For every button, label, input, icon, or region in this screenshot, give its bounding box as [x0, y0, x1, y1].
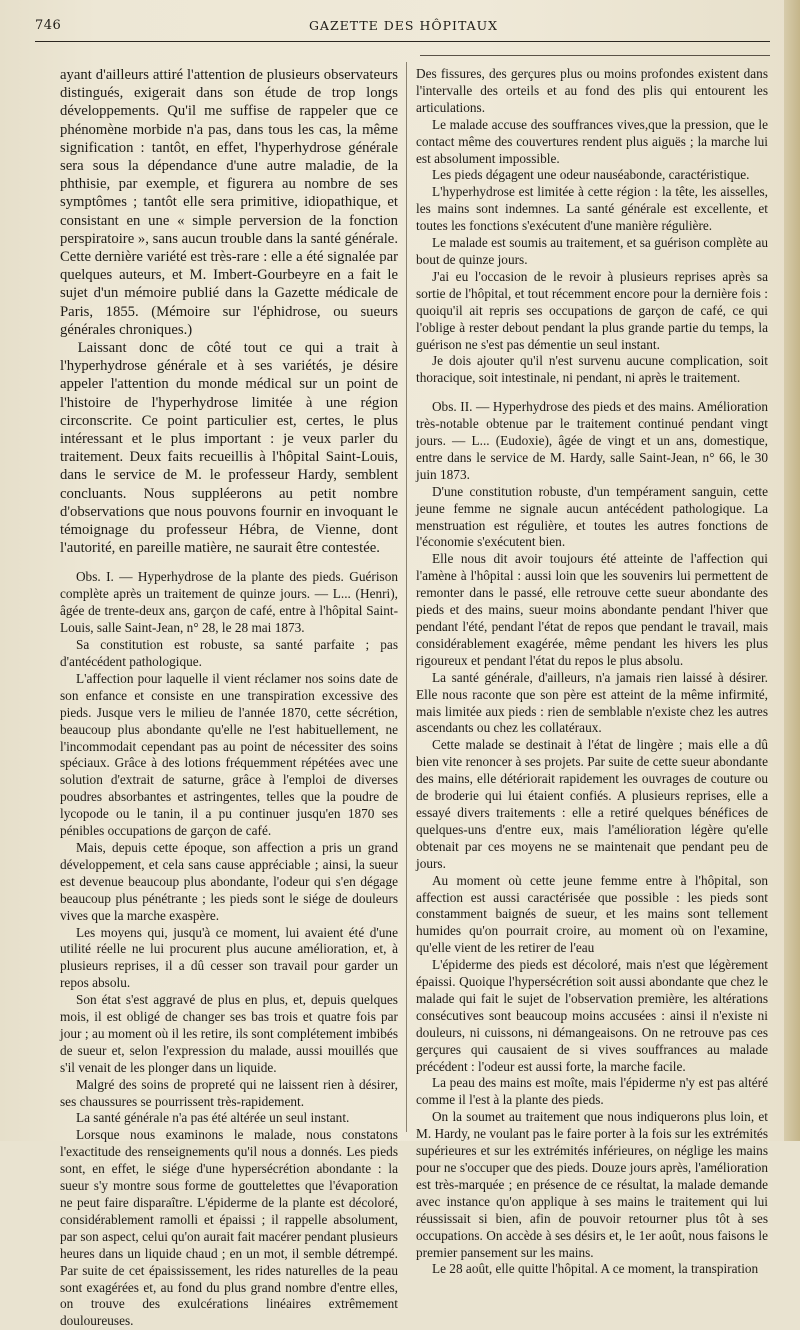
paragraph: Malgré des soins de propreté qui ne laissent rien à désirer, ses chaussures se pourrissent très-rapidement. [60, 1076, 398, 1109]
paragraph: Les moyens qui, jusqu'à ce moment, lui avaient été d'une utilité réelle ne lui procurent plus aucune amélioration, et, à plusieurs reprises, il a dû cesser son travail pour garder un repos absolu. [60, 924, 398, 991]
paragraph: Lorsque nous examinons le malade, nous constatons l'exactitude des renseignements qu'il nous a donnés. Les pieds sont, en effet, le siége d'une hypersécrétion abondante : la sueur s'y montre sous forme de gouttelettes que l'évaporation ne peut faire disparaître. L'épiderme de la plante est décoloré, considérablement ramolli et épaissi ; il rappelle absolument, par son aspect, celui qu'on aurait fait macérer pendant plusieurs heures dans un liquide chaud ; en un mot, il semble détrempé. Par suite de cet épaississement, les rides naturelles de la peau sont exagérées et, au fond du plus grand nombre d'entre elles, on trouve des exulcérations linéaires extrêmement douloureuses. [60, 1127, 398, 1329]
paragraph: Je dois ajouter qu'il n'est survenu aucune complication, soit thoracique, soit intestinale, ni pendant, ni après le traitement. [416, 353, 768, 386]
page-number: 746 [35, 18, 62, 33]
paragraph: Au moment où cette jeune femme entre à l'hôpital, son affection est aussi caractérisée que possible : les pieds sont constamment baignés de sueur, et les mains sont tellement humides qu'on pourrait croire, au moment où on l'examine, qu'elle vient de les retirer de l'eau [416, 872, 768, 956]
paragraph: L'hyperhydrose est limitée à cette région : la tête, les aisselles, les mains sont indemnes. La santé générale est excellente, et toutes les fonctions s'exécutent d'une manière régulière. [416, 184, 768, 234]
paragraph: Obs. II. — Hyperhydrose des pieds et des mains. Amélioration très-notable obtenue par le traitement continué pendant vingt jours. — L... (Eudoxie), âgée de vingt et un ans, domestique, entre dans le service de M. Hardy, salle Saint-Jean, n° 66, le 30 juin 1873. [416, 399, 768, 482]
paragraph: Son état s'est aggravé de plus en plus, et, depuis quelques mois, il est obligé de changer ses bas trois et quatre fois par jour ; au moment où il les retire, ils sont complétement imbibés de sueur et, selon l'expression du malade, aussi mouillés que s'il venait de les plonger dans un liquide. [60, 992, 398, 1075]
paragraph: Des fissures, des gerçures plus ou moins profondes existent dans l'intervalle des orteils et au fond des plis qui entourent les articulations. [416, 66, 768, 115]
page-header [35, 18, 772, 42]
paragraph: Le malade accuse des souffrances vives,que la pression, que le contact même des couvertures rendent plus aiguës ; la marche lui est absolument impossible. [416, 116, 768, 166]
paragraph: Sa constitution est robuste, sa santé parfaite ; pas d'antécédent pathologique. [60, 637, 398, 670]
header-rule [35, 41, 770, 42]
left-column [60, 66, 398, 1329]
section-gap [416, 387, 768, 399]
paragraph: Elle nous dit avoir toujours été atteinte de l'affection qui l'amène à l'hôpital : aussi loin que les souvenirs lui permettent de remonter dans le passé, elle retrouve cette sueur abondante des pieds et des mains, sueur moins abondante pendant l'hiver que pendant l'été, pendant l'état de repos que pendant le travail, mais considérablement exagérée, même pendant les hivers les plus rigoureux et pendant l'état du repos le plus absolu. [416, 551, 768, 668]
paragraph: L'affection pour laquelle il vient réclamer nos soins date de son enfance et consiste en une transpiration excessive des pieds. Jusque vers le milieu de l'année 1870, cette sécrétion, beaucoup plus abondante qu'elle ne l'est habituellement, ne l'incommodait cependant pas au point de nécessiter des soins spéciaux. Grâce à des lotions fréquemment répétées avec une solution d'extrait de saturne, grâce à l'emploi de diverses poudres absorbantes et astringentes, telles que la poudre de lycopode ou le tanin, il a pu continuer jusqu'en 1870 ses pénibles occupations de garçon de café. [60, 670, 398, 839]
column-divider [406, 62, 407, 1132]
paragraph: La santé générale n'a pas été altérée un seul instant. [75, 1110, 350, 1126]
paragraph: Obs. I. — Hyperhydrose de la plante des pieds. Guérison complète après un traitement de quinze jours. — L... (Henri), âgée de trente-deux ans, garçon de café, entre à l'hôpital Saint-Louis, salle Saint-Jean, n° 28, le 28 mai 1873. [60, 569, 398, 636]
section-gap [60, 557, 398, 569]
paragraph: Le malade est soumis au traitement, et sa guérison complète au bout de quinze jours. [416, 235, 768, 267]
column-top-rule [420, 55, 770, 56]
paragraph: La peau des mains est moîte, mais l'épiderme n'y est pas altéré comme il l'est à la plante des pieds. [416, 1075, 768, 1108]
paragraph: L'épiderme des pieds est décoloré, mais n'est que légèrement épaissi. Quoique l'hypersécrétion soit aussi abondante que chez le malade qui fait le sujet de l'observation première, les altérations consécutives sont beaucoup moins accusées : ainsi il n'existe ni douleurs, ni cuissons, ni démangeaisons. On ne retrouve pas ces gerçures qui causaient de si vives souffrances au malade précédent : l'odeur est aussi forte, la marche facile. [416, 957, 768, 1074]
paragraph: Laissant donc de côté tout ce qui a trait à l'hyperhydrose générale et à ses variétés, je désire appeler l'attention du monde médical sur un point de l'histoire de l'hyperhydrose limitée à une région circonscrite. Ce point particulier est, certes, le plus intéressant et le plus important : je veux parler du traitement. Deux faits recueillis à l'hôpital Saint-Louis, dans le service de M. le professeur Hardy, semblent concluants. Nous suppléerons au petit nombre d'observations que nous pouvons fournir en invoquant le témoignage du professeur Hébra, de Vienne, dont l'autorité, en pareille matière, ne saurait être contestée. [60, 340, 398, 557]
running-title: GAZETTE DES HÔPITAUX [308, 18, 499, 33]
paragraph: Cette malade se destinait à l'état de lingère ; mais elle a dû bien vite renoncer à ses projets. Par suite de cette sueur abondante des mains, elle détériorait rapidement les ouvrages de couture ou de broderie qui lui étaient confiés. A plusieurs reprises, elle a essayé divers traitements : elle a retiré quelques bénéfices de quelques-uns d'entre eux, mais l'amélioration légère qu'elle obtenait par ces moyens ne se maintenait que pendant peu de jours. [416, 737, 768, 871]
paragraph: Les pieds dégagent une odeur nauséabonde, caractéristique. [431, 167, 750, 183]
paragraph: Le 28 août, elle quitte l'hôpital. A ce moment, la transpiration [431, 1261, 759, 1277]
right-column [416, 66, 768, 1277]
page-edge [784, 0, 800, 1141]
paragraph: La santé générale, d'ailleurs, n'a jamais rien laissé à désirer. Elle nous raconte que son père est atteint de la même infirmité, mais limitée aux pieds : rien de semblable n'existe chez les autres ascendants ou chez les collatéraux. [416, 669, 768, 736]
paragraph: D'une constitution robuste, d'un tempérament sanguin, cette jeune femme ne signale aucun antécédent pathologique. La menstruation est régulière, et toutes les autres fonctions de l'économie s'exécutent bien. [416, 483, 768, 550]
paragraph: J'ai eu l'occasion de le revoir à plusieurs reprises après sa sortie de l'hôpital, et tout récemment encore pour la dernière fois : quoiqu'il ait repris ses occupations de garçon de café, ce qui l'oblige à rester debout pendant la plus grande partie du temps, la guérison ne s'est pas démentie un seul instant. [416, 268, 768, 352]
paragraph: ayant d'ailleurs attiré l'attention de plusieurs observateurs distingués, exigerait dans son étude de trop longs développements. Qu'il me suffise de rappeler que ce phénomène morbide n'a pas, dans tous les cas, la même signification : tantôt, en effet, l'hyperhydrose générale sera sous la dépendance d'une autre maladie, de la phthisie, par exemple, et figurera au nombre de ses symptômes ; tantôt elle sera primitive, idiopathique, et consistant en une « simple perversion de la fonction perspiratoire », sans aucun trouble dans la santé générale. Cette dernière variété est très-rare : elle a été signalée par quelques auteurs, et M. Imbert-Gourbeyre en a fait le sujet d'un mémoire publié dans la Gazette médicale de Paris, 1855. (Mémoire sur l'éphidrose, ou sueurs générales chroniques.) [60, 67, 398, 338]
paragraph: Mais, depuis cette époque, son affection a pris un grand développement, et cela sans cause appréciable ; ainsi, la sueur est devenue beaucoup plus abondante, l'odeur qui s'en dégage beaucoup plus pénétrante ; les pieds sont le siége de douleurs vives que la marche exaspère. [60, 839, 398, 923]
paragraph: On la soumet au traitement que nous indiquerons plus loin, et M. Hardy, ne voulant pas le faire porter à la fois sur les extrémités supérieures et sur les extrémités inférieures, on néglige les mains pour ne s'occuper que des pieds. Douze jours après, l'amélioration est très-marquée ; en présence de ce résultat, la malade demande avec instance qu'on applique à ses mains le traitement qui lui réussissait si bien, afin de pouvoir retourner plus tôt à ses occupations. On accède à ses désirs et, le 1er août, nous faisons le premier pansement sur les mains. [416, 1109, 768, 1260]
